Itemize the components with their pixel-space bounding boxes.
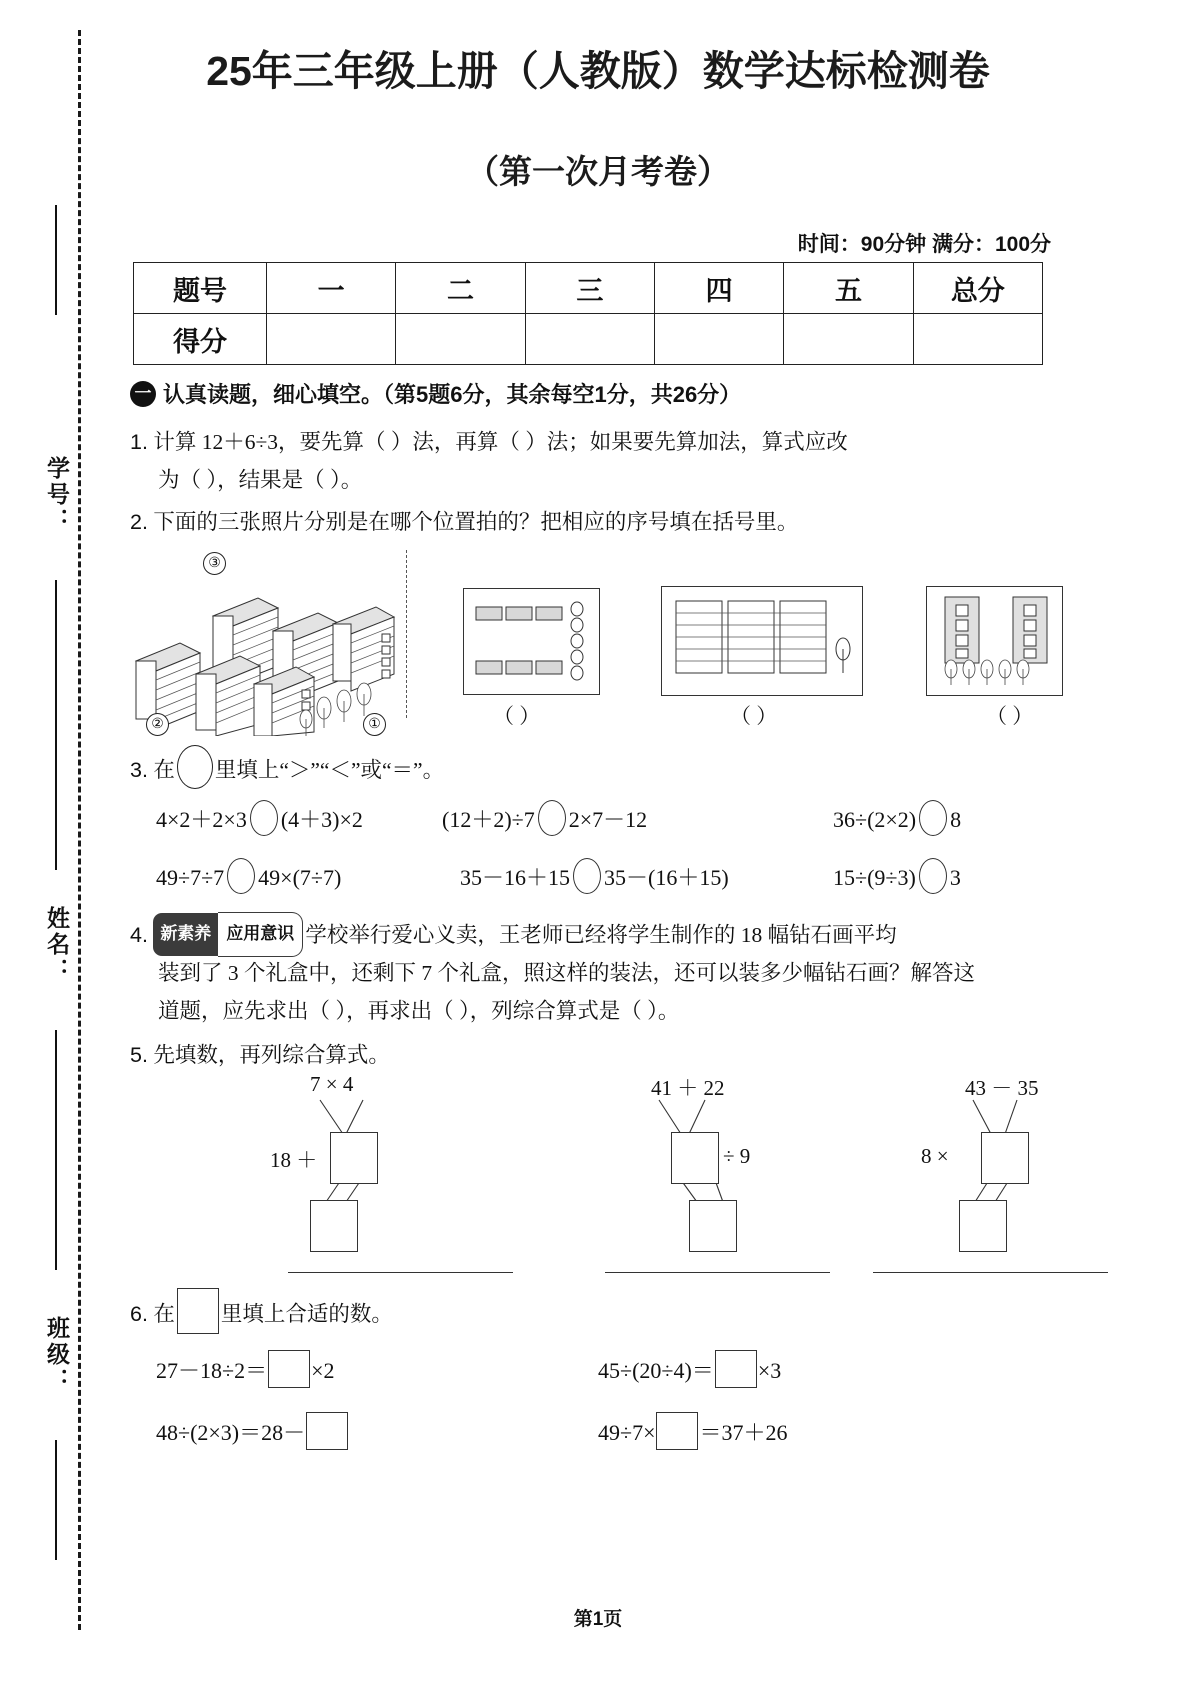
q6-eq-3-before: 48÷(2×3)＝28－ [156,1420,306,1445]
comparison-blank-circle[interactable] [227,858,255,894]
q6-eq-4-before: 49÷7× [598,1420,656,1445]
q5-answer-line-1[interactable] [288,1272,513,1273]
photo-answer-b[interactable]: （ ） [730,704,778,728]
photo-option-c [926,586,1063,696]
q3-expr-right: (4＋3)×2 [280,807,363,832]
badge-new-literacy: 新素养 [153,913,218,956]
sidebar-rule [55,205,57,315]
q3-expr-right: 35－(16＋15) [604,865,729,890]
question-6-text-after: 里填上合适的数。 [220,1302,393,1326]
question-1-number: 1. [130,430,148,454]
q5-tree-1 [268,1072,568,1242]
page-title: 25年三年级上册（人教版）数学达标检测卷 [206,48,990,94]
q5-tree-3 [853,1072,1153,1242]
question-3-number: 3. [130,758,148,782]
question-2-line [130,503,798,541]
question-4-line-2: 装到了 3 个礼盒中，还剩下 7 个礼盒，照这样的装法，还可以装多少幅钻石画？解答这 [158,961,976,985]
score-cell[interactable] [525,314,654,365]
score-cell[interactable] [784,314,913,365]
q5-tree-1-box-upper[interactable] [330,1132,378,1184]
question-4-number: 4. [130,923,148,947]
score-table-col-5: 五 [784,263,913,314]
section-heading-text: 认真读题，细心填空。（第5题6分，其余每空1分，共26分） [163,382,742,407]
q5-tree-3-box-lower[interactable] [959,1200,1007,1252]
photo-option-a [463,588,600,695]
question-6-number: 6. [130,1302,148,1326]
table-row [134,314,1043,365]
question-5-line [130,1036,390,1074]
q6-eq-2-before: 45÷(20÷4)＝ [598,1358,714,1383]
question-1-line-1 [130,423,848,461]
exam-meta-info: 时间：90分钟 满分：100分 [797,233,1051,256]
exam-page [108,0,1191,1684]
question-2-text: 下面的三张照片分别是在哪个位置拍的？把相应的序号填在括号里。 [153,510,799,534]
sidebar-rule [55,580,57,870]
q6-heading-box[interactable] [177,1288,219,1334]
q6-answer-box[interactable] [306,1412,348,1450]
section-heading-1 [130,378,741,409]
comparison-blank-circle[interactable] [919,858,947,894]
q3-expression-1 [156,800,363,836]
q3-expression-3 [833,800,961,836]
section-bullet-icon: 一 [130,381,156,407]
table-row [134,263,1043,314]
score-table-col-total: 总分 [913,263,1042,314]
q3-expr-left: 49÷7÷7 [156,865,225,890]
q6-eq-2-after: ×3 [757,1358,782,1383]
q5-answer-line-3[interactable] [873,1272,1108,1273]
q6-equation-2 [598,1350,781,1388]
comparison-circle-icon[interactable] [177,745,213,789]
binding-sidebar [0,0,108,1684]
q5-tree-1-side: 18 ＋ [270,1148,318,1172]
q3-expression-2 [442,800,647,836]
q5-tree-2-top: 41 ＋ 22 [651,1076,725,1100]
question-6-text-before: 在 [153,1302,175,1326]
q3-expr-left: 4×2＋2×3 [156,807,247,832]
comparison-blank-circle[interactable] [919,800,947,836]
q3-expr-left: 36÷(2×2) [833,807,917,832]
q3-expr-right: 49×(7÷7) [258,865,342,890]
question-1-line-2: 为（ ），结果是（ ）。 [158,468,363,492]
question-5-text: 先填数，再列综合算式。 [153,1043,390,1067]
scene-label-3: ③ [203,552,226,575]
score-cell[interactable] [267,314,396,365]
sidebar-rule [55,1440,57,1560]
scene-label-2: ② [146,713,169,736]
q5-tree-2-side: ÷ 9 [723,1144,751,1168]
q3-expr-right: 2×7－12 [568,807,648,832]
q3-expr-left: 15÷(9÷3) [833,865,916,890]
question-6-line [130,1288,393,1334]
q5-tree-2-box-upper[interactable] [671,1132,719,1184]
q6-equation-1 [156,1350,335,1388]
buildings-scene-diagram [118,556,408,736]
photo-answer-a[interactable]: （ ） [493,704,541,728]
photo-answer-c[interactable]: （ ） [986,704,1034,728]
score-cell[interactable] [654,314,783,365]
comparison-blank-circle[interactable] [538,800,566,836]
question-4-text-1: 学校举行爱心义卖，王老师已经将学生制作的 18 幅钻石画平均 [305,923,897,947]
q5-tree-1-top: 7 × 4 [310,1072,354,1096]
cut-dashed-line [78,30,81,1630]
q6-eq-4-after: ＝37＋26 [699,1420,788,1445]
page-footer: 第1页 [573,1609,623,1630]
q6-answer-box[interactable] [656,1412,698,1450]
sidebar-field-student-id: 学号： [44,456,70,534]
q6-equation-4 [598,1412,788,1450]
q3-expression-4 [156,858,341,894]
q3-expr-left: 35－16＋15 [460,865,571,890]
q3-expr-right: 8 [950,807,962,832]
page-subtitle: （第一次月考卷） [466,153,730,190]
q6-equation-3 [156,1412,349,1450]
question-1-text-1: 计算 12＋6÷3，要先算（ ）法，再算（ ）法；如果要先算加法，算式应改 [153,430,848,454]
comparison-blank-circle[interactable] [250,800,278,836]
question-4-line-3: 道题，应先求出（ ），再求出（ ），列综合算式是（ ）。 [158,999,680,1023]
question-3-text-before: 在 [153,758,175,782]
photo-option-b [661,586,863,696]
score-table-col-4: 四 [654,263,783,314]
q3-expression-5 [460,858,729,894]
q6-eq-1-after: ×2 [311,1358,335,1383]
q6-answer-box[interactable] [268,1350,310,1388]
score-table-row-label: 题号 [134,263,267,314]
score-cell[interactable] [913,314,1042,365]
sidebar-rule [55,1030,57,1270]
question-3-text-after: 里填上“＞”“＜”或“＝”。 [214,758,445,782]
sidebar-field-class: 班级： [44,1316,70,1394]
badge-application-awareness: 应用意识 [218,912,303,957]
question-5-number: 5. [130,1043,148,1067]
score-cell[interactable] [396,314,525,365]
q3-expr-left: (12＋2)÷7 [442,807,535,832]
score-table-col-3: 三 [525,263,654,314]
q6-answer-box[interactable] [715,1350,757,1388]
score-table-col-2: 二 [396,263,525,314]
q5-tree-3-side: 8 × [921,1144,949,1168]
q3-expression-6 [833,858,961,894]
question-4-line-1 [130,912,897,957]
question-2-number: 2. [130,510,148,534]
q5-tree-2 [563,1072,863,1242]
q5-answer-line-2[interactable] [605,1272,830,1273]
question-3-line [130,745,444,789]
sidebar-field-name: 姓名： [44,906,70,984]
q5-tree-3-top: 43 － 35 [965,1076,1039,1100]
q5-tree-3-box-upper[interactable] [981,1132,1029,1184]
q5-tree-1-box-lower[interactable] [310,1200,358,1252]
scene-label-1: ① [363,713,386,736]
score-table [133,262,1043,365]
q6-eq-1-before: 27－18÷2＝ [156,1358,268,1383]
score-table-col-1: 一 [267,263,396,314]
comparison-blank-circle[interactable] [573,858,601,894]
score-table-row-label: 得分 [134,314,267,365]
q3-expr-right: 3 [949,865,961,890]
question-2-figures [118,548,1168,738]
q5-tree-2-box-lower[interactable] [689,1200,737,1252]
